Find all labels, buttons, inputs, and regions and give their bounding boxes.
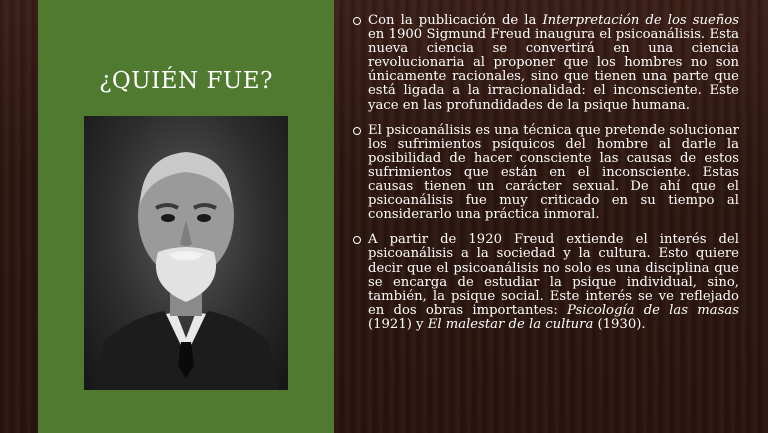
bullet-icon: [353, 17, 361, 25]
bullet-item-3: A partir de 1920 Freud extiende el interés del psicoanálisis a la sociedad y la cultura. Esto quiere decir que el psicoanálisis no solo es una disciplina que se encarga de estudiar la psique individual, sino, también, la psique social. Este interés se ve reflejado en dos obras importantes: Psicología de las masas (1921) y El malestar de la cultura (1930).: [353, 233, 739, 332]
bullet-item-2: El psicoanálisis es una técnica que pretende solucionar los sufrimientos psíquicos del hombre al darle la posibilidad de hacer consciente las causas de estos sufrimientos que están en el inconsciente. Estas causas tienen un carácter sexual. De ahí que el psicoanálisis fue muy criticado en su tiempo al considerarlo una práctica inmoral.: [353, 124, 739, 223]
portrait-photo: [84, 116, 288, 390]
eye-left: [161, 214, 175, 222]
bullet-icon: [353, 127, 361, 135]
bullet-icon: [353, 236, 361, 244]
portrait-image: [84, 116, 288, 390]
eye-right: [197, 214, 211, 222]
bullet-list: [353, 14, 739, 343]
title-panel: [38, 0, 334, 433]
slide-title: ¿QUIÉN FUE?: [99, 68, 273, 94]
bullet-item-1: Con la publicación de la Interpretación de los sueños en 1900 Sigmund Freud inaugura el psicoanálisis. Esta nueva ciencia se convertirá en una ciencia revolucionaria al proponer que los hombres no son únicamente racionales, sino que tienen una parte que está ligada a la irracionalidad: el inconsciente. Este yace en las profundidades de la psique humana.: [353, 14, 739, 113]
